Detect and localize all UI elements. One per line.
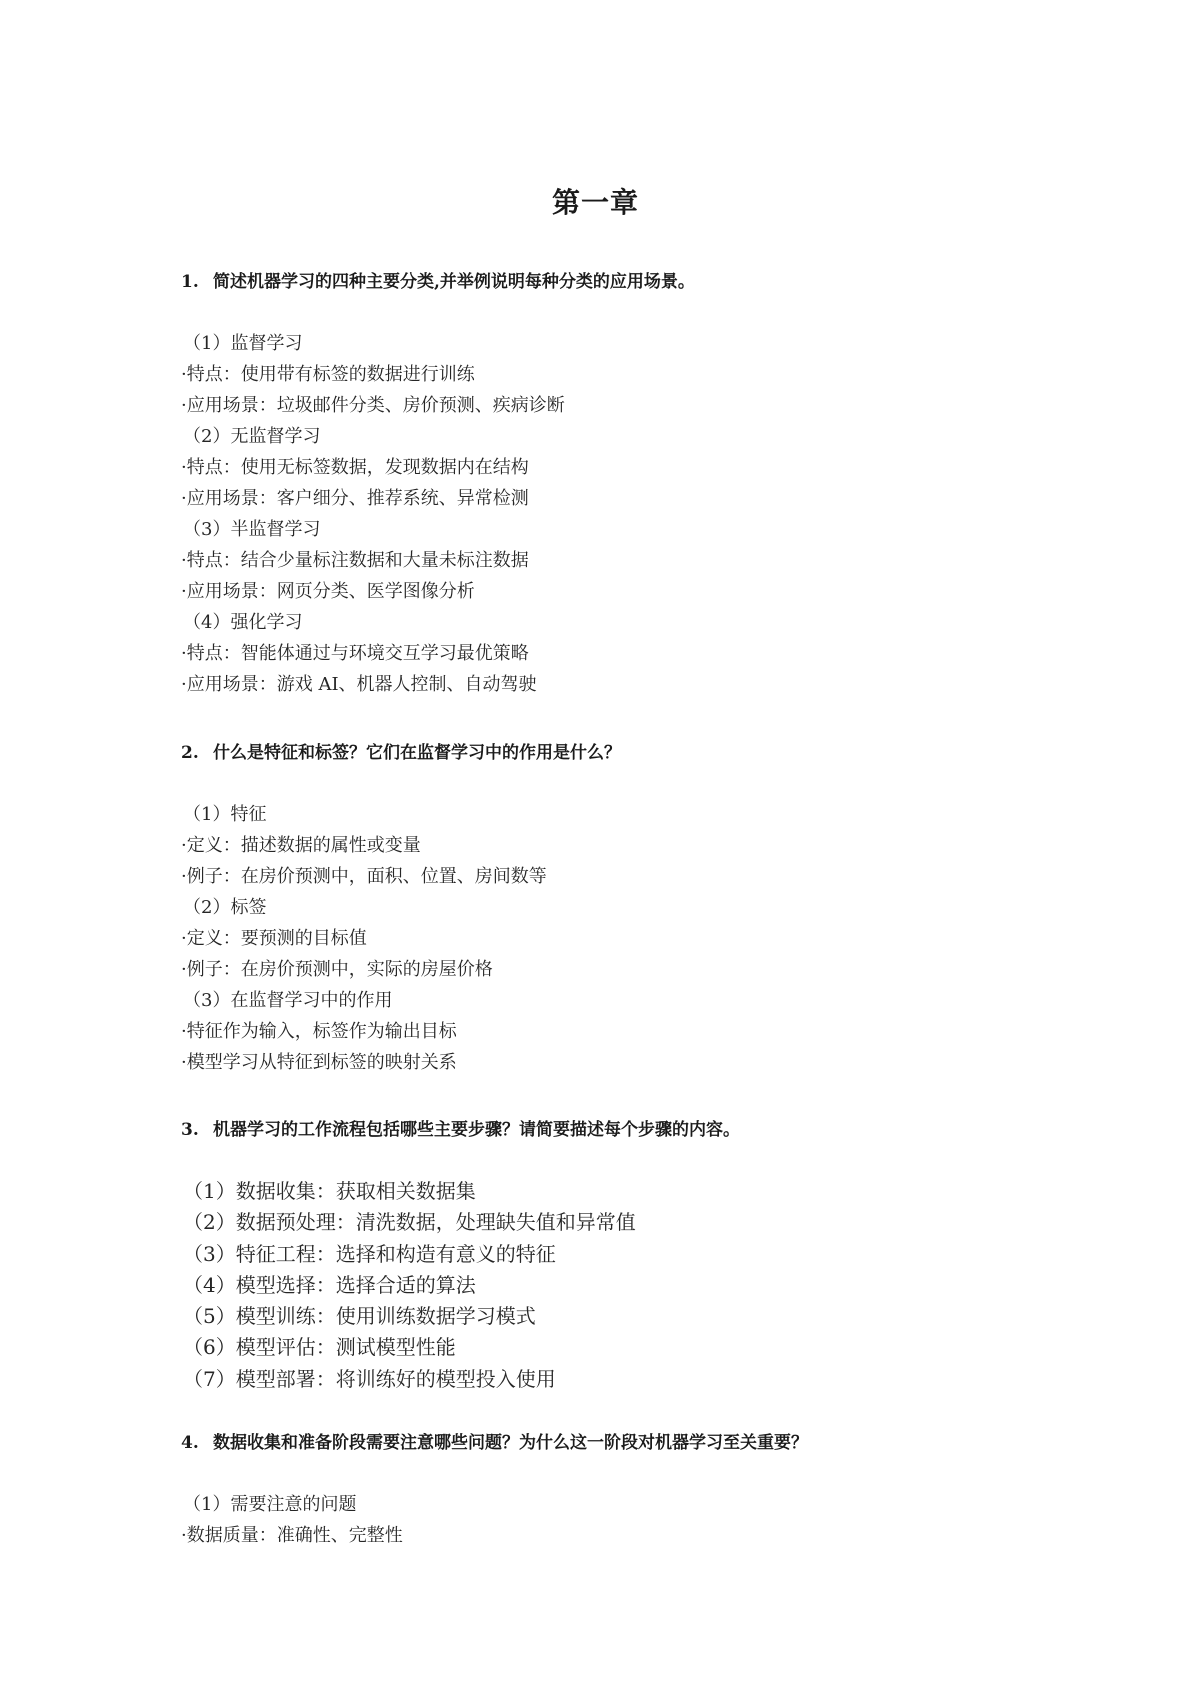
question-text: 简述机器学习的四种主要分类,并举例说明每种分类的应用场景。	[213, 272, 695, 292]
answer-line: ·特征作为输入，标签作为输出目标	[181, 1021, 457, 1042]
answer-line: （4）模型选择：选择合适的算法	[183, 1272, 476, 1297]
question-number: 4.	[181, 1433, 199, 1453]
answer-line: （7）模型部署：将训练好的模型投入使用	[183, 1366, 556, 1391]
question-1-answer	[181, 328, 1081, 700]
question-text: 什么是特征和标签？它们在监督学习中的作用是什么？	[213, 743, 621, 763]
answer-line: （1）特征	[183, 804, 267, 825]
question-4-answer	[181, 1489, 1081, 1551]
question-3-heading	[181, 1117, 1081, 1143]
question-text: 数据收集和准备阶段需要注意哪些问题？为什么这一阶段对机器学习至关重要？	[213, 1433, 808, 1453]
answer-line: ·特点：使用无标签数据，发现数据内在结构	[181, 457, 529, 478]
question-1-heading	[181, 269, 1081, 295]
answer-line: ·应用场景：游戏 AI、机器人控制、自动驾驶	[181, 674, 537, 695]
question-2-answer	[181, 799, 1081, 1078]
answer-line: ·例子：在房价预测中，面积、位置、房间数等	[181, 866, 547, 887]
question-text: 机器学习的工作流程包括哪些主要步骤？请简要描述每个步骤的内容。	[213, 1120, 740, 1140]
answer-line: （3）特征工程：选择和构造有意义的特征	[183, 1241, 556, 1266]
answer-line: ·特点：使用带有标签的数据进行训练	[181, 364, 475, 385]
answer-line: ·定义：描述数据的属性或变量	[181, 835, 421, 856]
answer-line: ·数据质量：准确性、完整性	[181, 1525, 403, 1546]
chapter-title: 第一章	[551, 186, 639, 219]
question-4-heading	[181, 1430, 1081, 1456]
answer-line: ·例子：在房价预测中，实际的房屋价格	[181, 959, 493, 980]
answer-line: （1）数据收集：获取相关数据集	[183, 1179, 476, 1203]
question-number: 1.	[181, 272, 199, 292]
answer-line: （2）无监督学习	[183, 426, 321, 447]
answer-line: （1）需要注意的问题	[183, 1494, 357, 1515]
answer-line: ·定义：要预测的目标值	[181, 928, 367, 949]
question-3-answer	[181, 1176, 1081, 1395]
answer-line: （6）模型评估：测试模型性能	[183, 1335, 456, 1360]
question-2-heading	[181, 740, 1081, 766]
question-number: 2.	[181, 743, 199, 763]
answer-line: （3）在监督学习中的作用	[183, 990, 393, 1011]
answer-line: ·应用场景：网页分类、医学图像分析	[181, 581, 475, 602]
answer-line: （2）标签	[183, 897, 267, 918]
answer-line: ·特点：结合少量标注数据和大量未标注数据	[181, 550, 529, 571]
answer-line: ·模型学习从特征到标签的映射关系	[181, 1052, 457, 1073]
answer-line: （2）数据预处理：清洗数据，处理缺失值和异常值	[183, 1210, 636, 1235]
question-number: 3.	[181, 1120, 199, 1140]
answer-line: （3）半监督学习	[183, 519, 321, 540]
answer-line: ·特点：智能体通过与环境交互学习最优策略	[181, 643, 529, 664]
answer-line: （4）强化学习	[183, 612, 303, 633]
answer-line: （5）模型训练：使用训练数据学习模式	[183, 1304, 536, 1329]
answer-line: （1）监督学习	[183, 333, 303, 354]
answer-line: ·应用场景：垃圾邮件分类、房价预测、疾病诊断	[181, 395, 565, 416]
answer-line: ·应用场景：客户细分、推荐系统、异常检测	[181, 488, 529, 509]
